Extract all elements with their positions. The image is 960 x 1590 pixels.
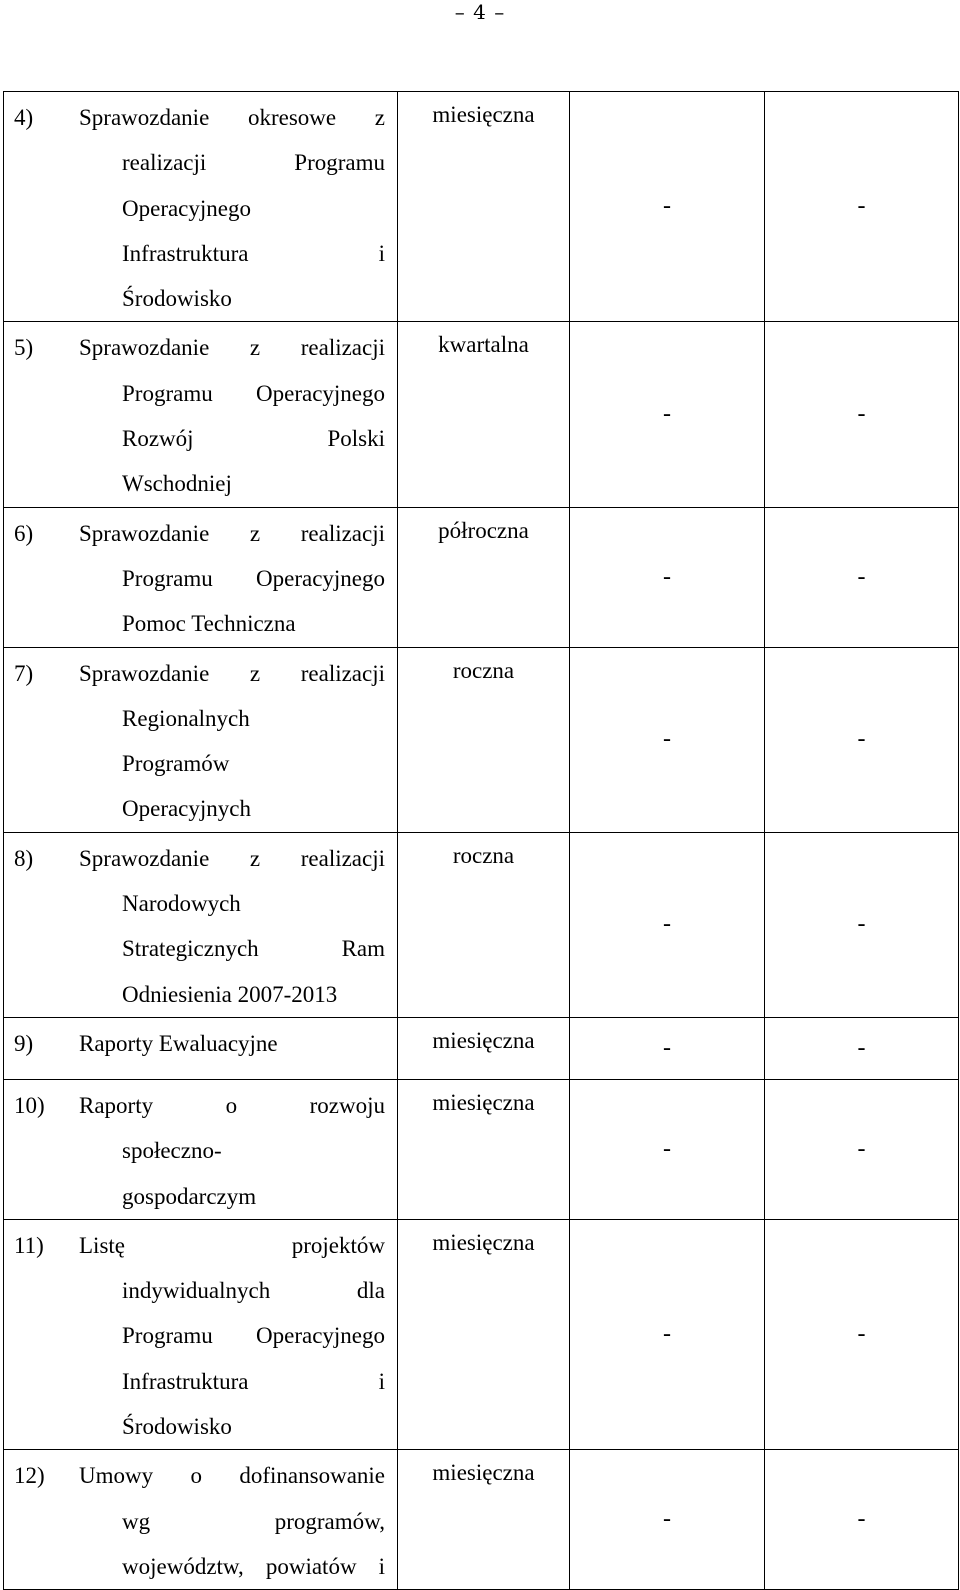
dash-cell: - <box>570 92 765 322</box>
description-line: Infrastruktura i <box>122 240 386 266</box>
dash-cell: - <box>765 1450 959 1590</box>
row-number: 9) <box>14 1030 34 1056</box>
table-row <box>4 92 959 322</box>
dash-cell: - <box>570 322 765 507</box>
description-line: Programu Operacyjnego <box>122 565 386 591</box>
dash-cell: - <box>765 647 959 832</box>
frequency-cell: miesięczna <box>398 92 570 322</box>
dash-cell: - <box>570 1017 765 1079</box>
frequency-cell: półroczna <box>398 507 570 647</box>
dash-cell: - <box>570 832 765 1017</box>
page-number: – 4 – <box>454 0 506 24</box>
row-number: 12) <box>14 1463 45 1489</box>
description-line: Sprawozdanie okresowe z <box>79 105 386 130</box>
description-line: Infrastruktura i <box>122 1368 386 1394</box>
description-cell <box>4 1219 398 1449</box>
description-line: Sprawozdanie z realizacji <box>79 335 386 361</box>
frequency-cell: miesięczna <box>398 1450 570 1590</box>
description-line: Środowisko <box>122 1414 232 1440</box>
description-line: Strategicznych Ram <box>122 936 386 962</box>
frequency-cell: roczna <box>398 647 570 832</box>
description-line: Odniesienia 2007-2013 <box>122 981 338 1007</box>
frequency-cell: kwartalna <box>398 322 570 507</box>
table-row <box>4 647 959 832</box>
description-line: Listę projektów <box>79 1232 386 1258</box>
description-line: realizacji Programu <box>122 150 386 176</box>
table-row <box>4 1079 959 1219</box>
description-cell <box>4 1017 398 1079</box>
row-number: 5) <box>14 335 34 361</box>
dash-cell: - <box>570 507 765 647</box>
description-line: Sprawozdanie z realizacji <box>79 845 386 871</box>
dash-cell: - <box>765 507 959 647</box>
dash-cell: - <box>765 1219 959 1449</box>
description-cell <box>4 322 398 507</box>
dash-cell: - <box>570 1450 765 1590</box>
dash-cell: - <box>765 832 959 1017</box>
table-row <box>4 832 959 1017</box>
description-line: gospodarczym <box>122 1183 257 1209</box>
description-line: Operacyjnego <box>122 195 251 221</box>
frequency-cell: miesięczna <box>398 1017 570 1079</box>
row-number: 6) <box>14 520 34 546</box>
description-cell <box>4 507 398 647</box>
dash-cell: - <box>765 322 959 507</box>
dash-cell: - <box>765 1017 959 1079</box>
description-cell <box>4 92 398 322</box>
dash-cell: - <box>570 647 765 832</box>
row-number: 4) <box>14 105 34 130</box>
description-line: Raporty Ewaluacyjne <box>79 1030 278 1056</box>
description-line: Rozwój Polski <box>122 426 386 452</box>
dash-cell: - <box>765 1079 959 1219</box>
description-cell <box>4 1079 398 1219</box>
description-line: Umowy o dofinansowanie <box>79 1463 386 1489</box>
row-number: 7) <box>14 660 34 686</box>
description-cell <box>4 647 398 832</box>
description-line: Sprawozdanie z realizacji <box>79 520 386 546</box>
description-line: wg programów, <box>122 1508 386 1534</box>
dash-cell: - <box>570 1079 765 1219</box>
description-line: Narodowych <box>122 891 241 917</box>
description-line: Regionalnych <box>122 705 250 731</box>
frequency-cell: miesięczna <box>398 1219 570 1449</box>
description-line: Programów <box>122 751 230 777</box>
dash-cell: - <box>570 1219 765 1449</box>
row-number: 11) <box>14 1232 44 1258</box>
table-row <box>4 507 959 647</box>
description-cell <box>4 832 398 1017</box>
reports-table <box>3 91 959 1590</box>
row-number: 8) <box>14 845 34 871</box>
description-line: Sprawozdanie z realizacji <box>79 660 386 686</box>
description-cell <box>4 1450 398 1590</box>
description-line: indywidualnych dla <box>122 1278 386 1304</box>
description-line: Raporty o rozwoju <box>79 1092 386 1118</box>
frequency-cell: miesięczna <box>398 1079 570 1219</box>
table-row <box>4 1450 959 1590</box>
dash-cell: - <box>765 92 959 322</box>
description-line: Środowisko <box>122 286 232 312</box>
table-row <box>4 322 959 507</box>
description-line: Wschodniej <box>122 471 232 497</box>
description-line: Programu Operacyjnego <box>122 1323 386 1349</box>
description-line: społeczno- <box>122 1138 222 1164</box>
table-row <box>4 1219 959 1449</box>
description-line: Programu Operacyjnego <box>122 380 386 406</box>
description-line: Pomoc Techniczna <box>122 611 296 637</box>
description-line: województw, powiatów i <box>122 1553 386 1579</box>
description-line: Operacyjnych <box>122 796 251 822</box>
table-row <box>4 1017 959 1079</box>
frequency-cell: roczna <box>398 832 570 1017</box>
row-number: 10) <box>14 1092 45 1118</box>
